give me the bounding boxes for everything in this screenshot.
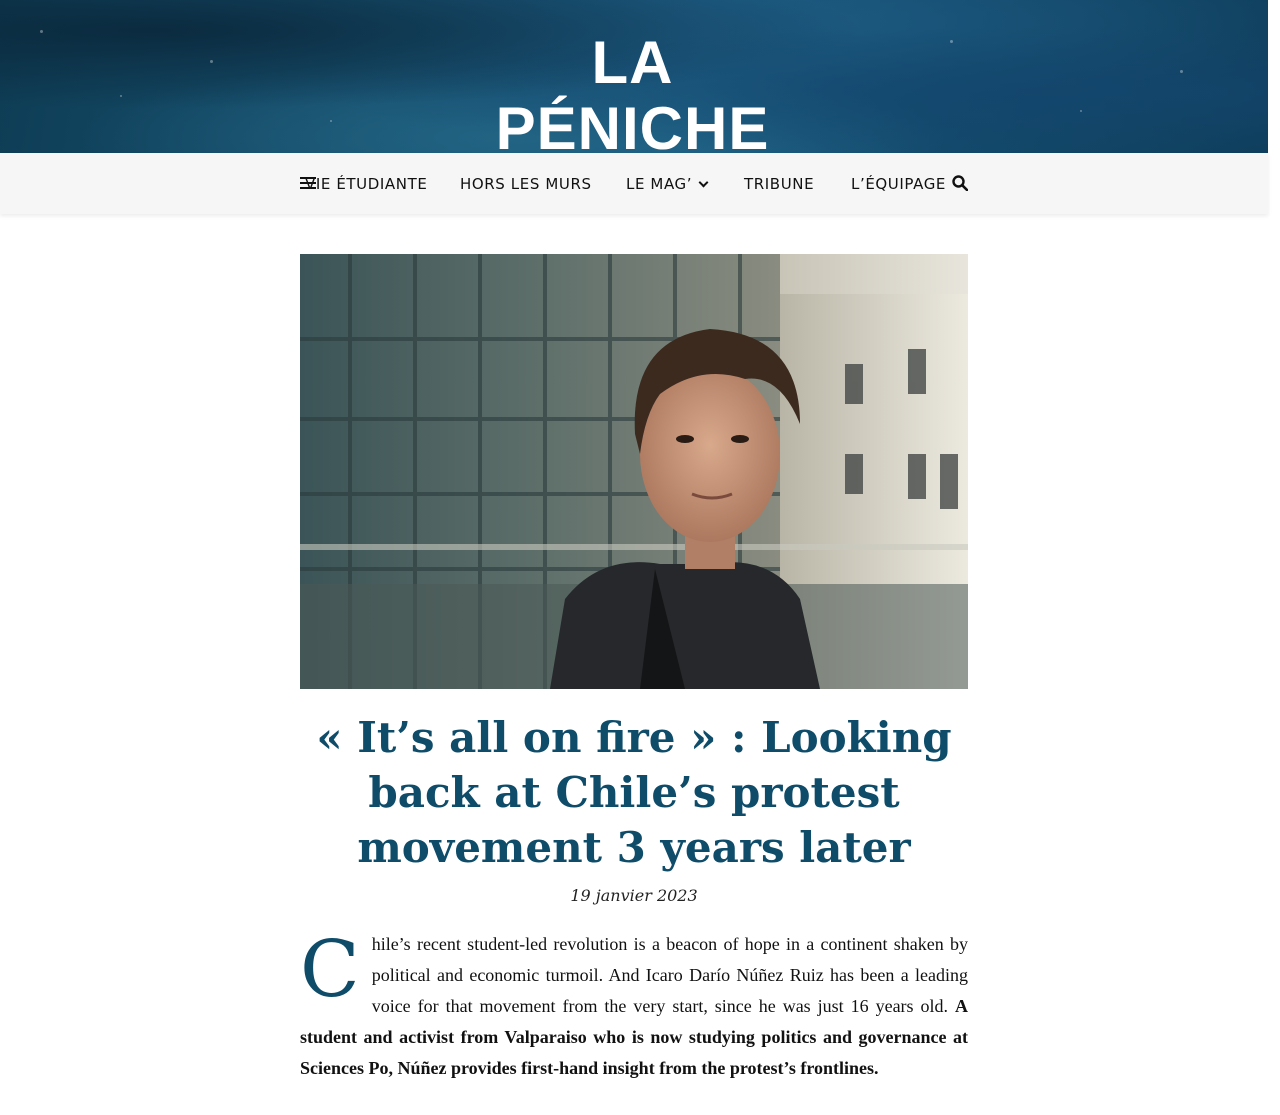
main-navigation bbox=[0, 153, 1268, 214]
nav-item-equipage[interactable]: L’ÉQUIPAGE bbox=[851, 175, 946, 193]
nav-item-tribune[interactable]: TRIBUNE bbox=[744, 175, 815, 193]
site-logo[interactable] bbox=[460, 30, 805, 153]
drop-cap: C bbox=[300, 925, 360, 1015]
header-banner bbox=[0, 0, 1268, 153]
article-date: 19 janvier 2023 bbox=[570, 886, 698, 905]
nav-item-le-mag[interactable] bbox=[626, 174, 707, 194]
nav-item-label: LE MAG’ bbox=[626, 175, 693, 193]
search-icon[interactable] bbox=[952, 175, 968, 191]
article-title: « It’s all on fire » : Looking back at Chile’s protest movement 3 years later bbox=[316, 713, 952, 872]
article-intro bbox=[300, 925, 968, 1084]
site-title: LA PÉNICHE bbox=[495, 29, 770, 153]
nav-item-hors-les-murs[interactable]: HORS LES MURS bbox=[460, 175, 592, 193]
intro-bold-text: A student and activist from Valparaiso who is now studying politics and governance at Sciences Po, Núñez provides first-hand insight from the protest’s frontlines. bbox=[300, 996, 968, 1078]
nav-item-vie-etudiante[interactable]: VIE ÉTUDIANTE bbox=[305, 175, 428, 193]
intro-text: hile’s recent student-led revolution is a beacon of hope in a continent shaken by political and economic turmoil. And Icaro Darío Núñez Ruiz has been a leading voice for that movement from the very start, since he was just 16 years old. bbox=[371, 934, 968, 1016]
chevron-down-icon bbox=[699, 178, 709, 188]
article-featured-image bbox=[300, 254, 968, 689]
